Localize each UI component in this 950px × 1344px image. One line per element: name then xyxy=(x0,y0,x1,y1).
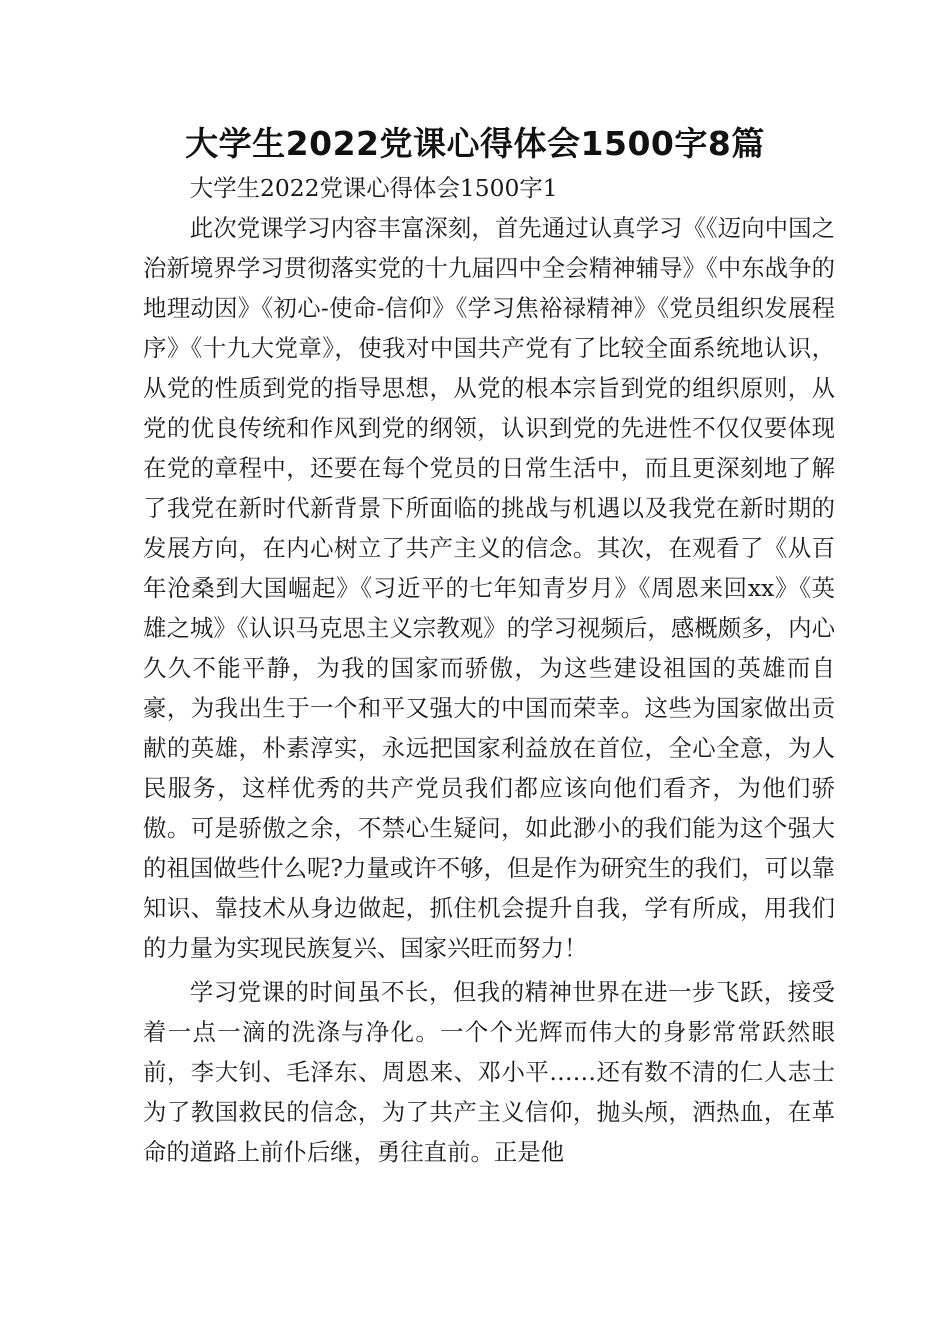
document-body xyxy=(143,168,835,1172)
document-title: 大学生2022党课心得体会1500字8篇 xyxy=(185,124,765,163)
document-subtitle: 大学生2022党课心得体会1500字1 xyxy=(189,174,558,202)
paragraph-1: 此次党课学习内容丰富深刻，首先通过认真学习《《迈向中国之治新境界学习贯彻落实党的十九届四中全会精神辅导》《中东战争的地理动因》《初心-使命-信仰》《学习焦裕禄精神》《党员组织发展程序》《十九大党章》，使我对中国共产党有了比较全面系统地认识，从党的性质到党的指导思想，从党的根本宗旨到党的组织原则，从党的优良传统和作风到党的纲领，认识到党的先进性不仅仅要体现在党的章程中，还要在每个党员的日常生活中，而且更深刻地了解了我党在新时代新背景下所面临的挑战与机遇以及我党在新时期的发展方向，在内心树立了共产主义的信念。其次，在观看了《从百年沧桑到大国崛起》《习近平的七年知青岁月》《周恩来回xx》《英雄之城》《认识马克思主义宗教观》的学习视频后，感概颇多，内心久久不能平静，为我的国家而骄傲，为这些建设祖国的英雄而自豪，为我出生于一个和平又强大的中国而荣幸。这些为国家做出贡献的英雄，朴素淳实，永远把国家利益放在首位，全心全意，为人民服务，这样优秀的共产党员我们都应该向他们看齐，为他们骄傲。可是骄傲之余，不禁心生疑问，如此渺小的我们能为这个强大的祖国做些什么呢?力量或许不够，但是作为研究生的我们，可以靠知识、靠技术从身边做起，抓住机会提升自我，学有所成，用我们的力量为实现民族复兴、国家兴旺而努力！ xyxy=(143,214,835,962)
paragraph-2: 学习党课的时间虽不长，但我的精神世界在进一步飞跃，接受着一点一滴的洗涤与净化。一个个光辉而伟大的身影常常跃然眼前，李大钊、毛泽东、周恩来、邓小平……还有数不清的仁人志士为了教国救民的信念，为了共产主义信仰，抛头颅，洒热血，在革命的道路上前仆后继，勇往直前。正是他 xyxy=(143,978,835,1166)
